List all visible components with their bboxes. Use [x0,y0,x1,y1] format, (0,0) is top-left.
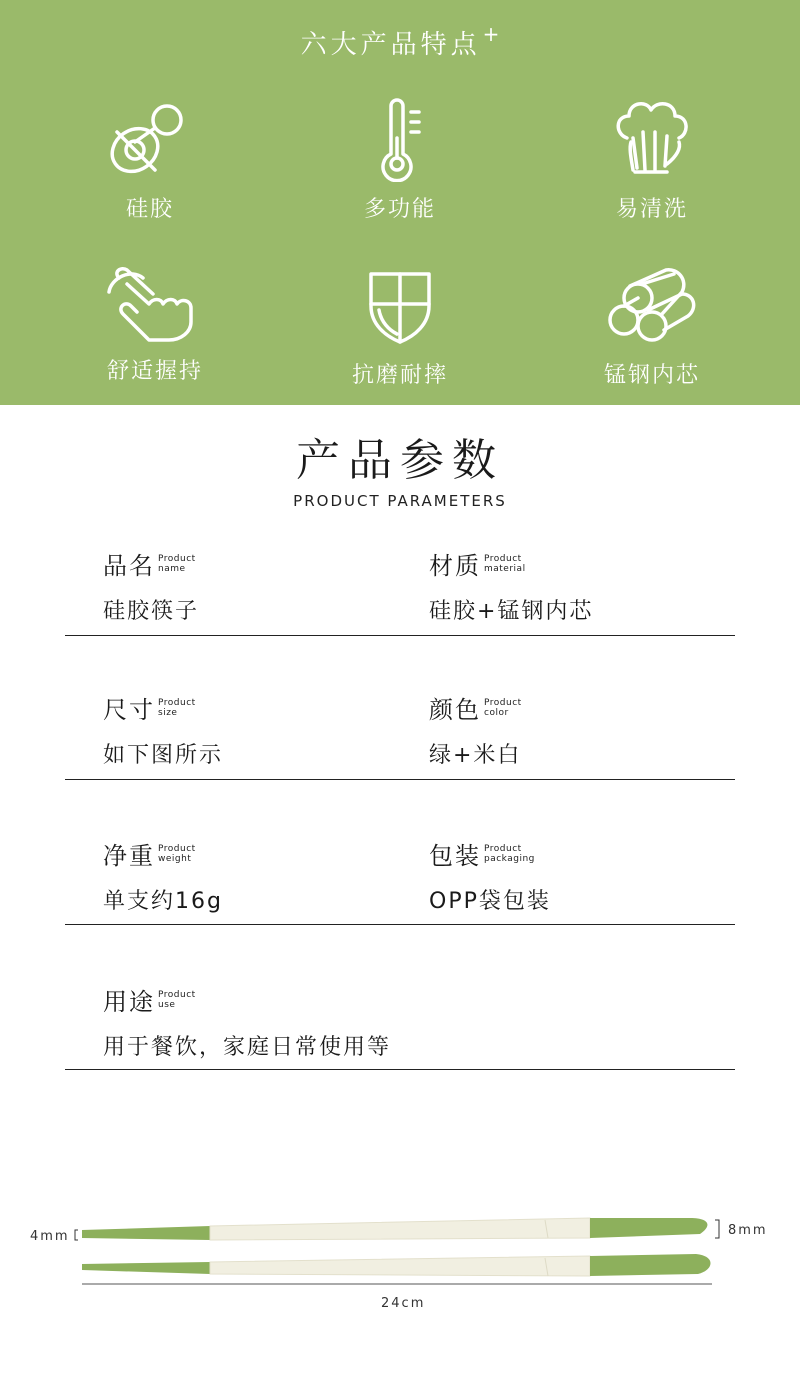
param-label: 颜色 [429,696,481,724]
param-label: 材质 [429,552,481,580]
param-value: 绿+米白 [429,743,522,768]
param-label: 包装 [429,842,481,870]
end-width-label: 8mm [728,1223,768,1238]
tip-width-label: 4mm [30,1229,70,1244]
thermometer-icon [355,98,445,182]
param-label-en: Product size [158,697,196,718]
features-title: 六大产品特点 + [300,22,500,60]
feature-easy-wash [542,98,762,223]
param-label-en: Product weight [158,843,196,864]
feature-multifunction [290,98,510,223]
param-label-en: Product color [484,697,522,718]
param-value: 硅胶+锰钢内芯 [429,599,594,624]
param-value: 如下图所示 [103,743,224,768]
param-use [103,982,703,1061]
chopsticks-size-diagram [0,1200,800,1330]
length-label: 24cm [381,1296,426,1311]
feature-label: 舒适握持 [106,359,203,384]
feature-label: 锰钢内芯 [603,363,700,388]
param-value: 单支约16g [103,889,223,914]
params-subtitle: PRODUCT PARAMETERS [293,492,507,510]
param-size [103,690,433,769]
hand-wash-icon [607,98,697,182]
shield-icon [355,264,445,348]
param-material [429,546,759,625]
feature-label: 易清洗 [615,197,688,222]
chopstick-upper [82,1218,707,1240]
feature-manganese-steel [542,264,762,389]
chopstick-lower [82,1254,711,1276]
param-label: 品名 [103,552,155,580]
feature-comfortable-grip [45,264,265,385]
param-row [65,690,735,780]
param-color [429,690,759,769]
feature-label: 硅胶 [125,197,174,222]
param-weight [103,836,433,915]
features-banner [0,0,800,405]
pointing-hand-icon [105,264,205,344]
param-name [103,546,433,625]
param-label-en: Product packaging [484,843,535,864]
param-value: 硅胶筷子 [103,599,200,624]
param-row [65,546,735,636]
feature-silicone [40,98,260,223]
param-packaging [429,836,759,915]
steel-rods-icon [602,264,702,348]
feature-label: 抗磨耐摔 [351,363,448,388]
param-label-en: Product use [158,989,196,1010]
param-label: 净重 [103,842,155,870]
param-label-en: Product name [158,553,196,574]
param-value: 用于餐饮，家庭日常使用等 [103,1035,392,1060]
param-label: 用途 [103,988,155,1016]
pacifier-icon [105,98,195,182]
feature-wear-resistant [290,264,510,389]
title-plus-mark: + [482,22,500,46]
param-row [65,836,735,925]
params-title: 产品参数 [296,435,504,486]
param-label: 尺寸 [103,696,155,724]
chopsticks-illustration [0,1200,800,1330]
feature-label: 多功能 [363,197,436,222]
param-value: OPP袋包装 [429,889,551,914]
param-label-en: Product material [484,553,526,574]
param-row [65,982,735,1070]
